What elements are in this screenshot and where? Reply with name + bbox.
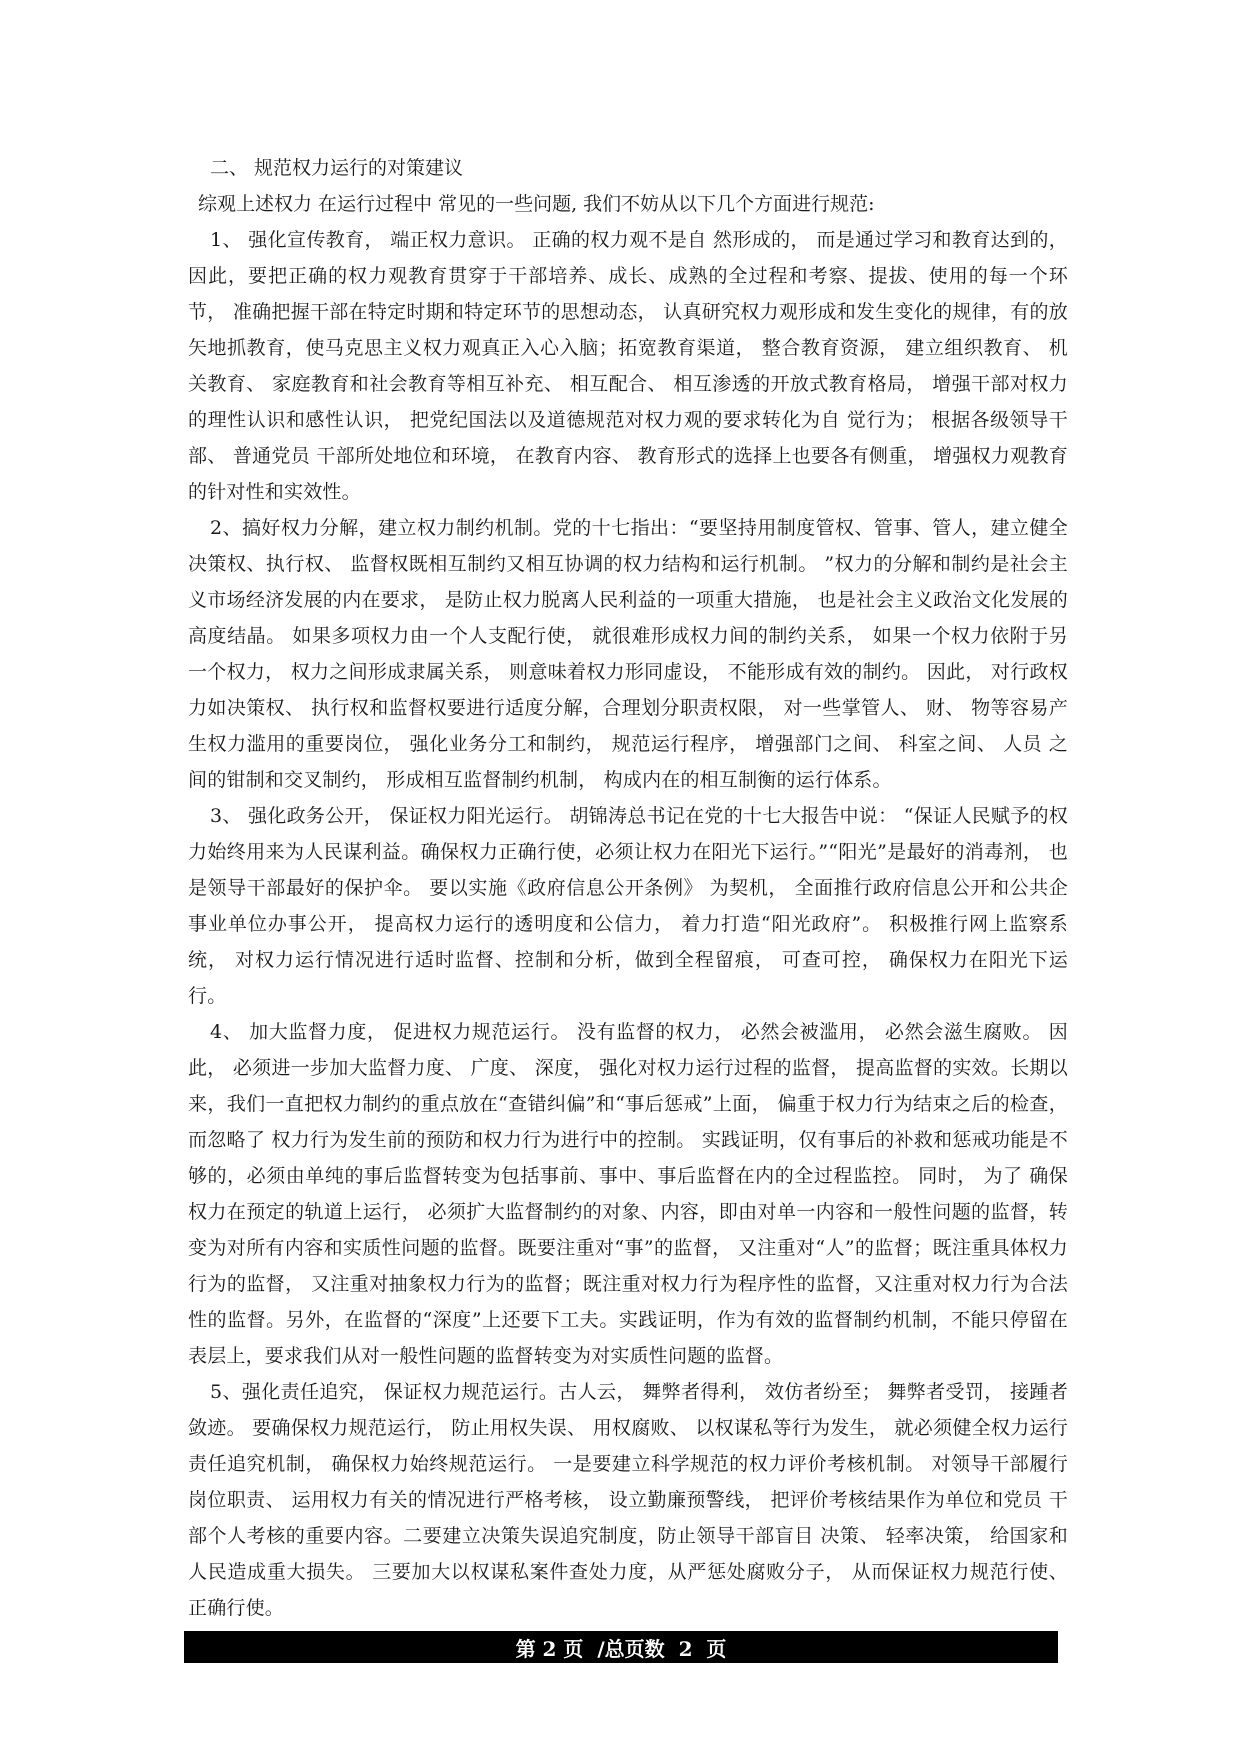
intro-paragraph: 综观上述权力 在运行过程中 常见的一些问题, 我们不妨从以下几个方面进行规范: <box>198 193 875 215</box>
page-number: 第 2 页 /总页数 2 页 <box>515 1636 727 1661</box>
paragraph-1: 1、 强化宣传教育， 端正权力意识。 正确的权力观不是自 然形成的， 而是通过学习和教育达到的，因此，要把正确的权力观教育贯穿于干部培养、成长、成熟的全过程和考察、提拔、使用的每一个环节， 准确把握干部在特定时期和特定环节的思想动态， 认真研究权力观形成和发生变化的规律，有的放矢地抓教育，使马克思主义权力观真正入心入脑；拓宽教育渠道， 整合教育资源， 建立组织教育、 机关教育、 家庭教育和社会教育等相互补充、 相互配合、 相互渗透的开放式教育格局， 增强干部对权力的理性认识和感性认识， 把党纪国法以及道德规范对权力观的要求转化为自 觉行为； 根据各级领导干部、 普通党员 干部所处地位和环境， 在教育内容、 教育形式的选择上也要各有侧重， 增强权力观教育的针对性和实效性。 <box>188 229 1068 503</box>
page-footer <box>184 1631 1058 1663</box>
paragraph-5: 5、强化责任追究， 保证权力规范运行。古人云， 舞弊者得利， 效仿者纷至； 舞弊者受罚， 接踵者敛迹。 要确保权力规范运行， 防止用权失误、 用权腐败、 以权谋私等行为发生， 就必须健全权力运行责任追究机制， 确保权力始终规范运行。 一是要建立科学规范的权力评价考核机制。 对领导干部履行岗位职责、 运用权力有关的情况进行严格考核， 设立勤廉预警线， 把评价考核结果作为单位和党员 干部个人考核的重要内容。二要建立决策失误追究制度，防止领导干部盲目 决策、 轻率决策， 给国家和人民造成重大损失。 三要加大以权谋私案件查处力度，从严惩处腐败分子， 从而保证权力规范行使、 正确行使。 <box>188 1381 1068 1619</box>
paragraph-3: 3、 强化政务公开， 保证权力阳光运行。 胡锦涛总书记在党的十七大报告中说： “保证人民赋予的权力始终用来为人民谋利益。确保权力正确行使，必须让权力在阳光下运行。”“阳光”是最好的消毒剂， 也是领导干部最好的保护伞。 要以实施《政府信息公开条例》 为契机， 全面推行政府信息公开和公共企事业单位办事公开， 提高权力运行的透明度和公信力， 着力打造“阳光政府”。 积极推行网上监察系统， 对权力运行情况进行适时监督、控制和分析，做到全程留痕， 可查可控， 确保权力在阳光下运行。 <box>188 805 1068 1007</box>
document-body <box>188 150 1068 1626</box>
paragraph-2: 2、搞好权力分解，建立权力制约机制。党的十七指出：“要坚持用制度管权、管事、管人，建立健全决策权、执行权、 监督权既相互制约又相互协调的权力结构和运行机制。 ”权力的分解和制约是社会主义市场经济发展的内在要求， 是防止权力脱离人民利益的一项重大措施， 也是社会主义政治文化发展的高度结晶。 如果多项权力由一个人支配行使， 就很难形成权力间的制约关系， 如果一个权力依附于另 一个权力， 权力之间形成隶属关系， 则意味着权力形同虚设， 不能形成有效的制约。 因此， 对行政权力如决策权、 执行权和监督权要进行适度分解，合理划分职责权限， 对一些掌管人、 财、 物等容易产生权力滥用的重要岗位， 强化业务分工和制约， 规范运行程序， 增强部门之间、 科室之间、 人员 之间的钳制和交叉制约， 形成相互监督制约机制， 构成内在的相互制衡的运行体系。 <box>188 517 1068 791</box>
paragraph-4: 4、 加大监督力度， 促进权力规范运行。 没有监督的权力， 必然会被滥用， 必然会滋生腐败。 因此， 必须进一步加大监督力度、 广度、 深度， 强化对权力运行过程的监督， 提高监督的实效。长期以来，我们一直把权力制约的重点放在“查错纠偏”和“事后惩戒”上面， 偏重于权力行为结束之后的检查，而忽略了 权力行为发生前的预防和权力行为进行中的控制。 实践证明，仅有事后的补救和惩戒功能是不够的，必须由单纯的事后监督转变为包括事前、事中、事后监督在内的全过程监控。 同时， 为了 确保权力在预定的轨道上运行， 必须扩大监督制约的对象、内容，即由对单一内容和一般性问题的监督，转变为对所有内容和实质性问题的监督。既要注重对“事”的监督， 又注重对“人”的监督；既注重具体权力行为的监督， 又注重对抽象权力行为的监督；既注重对权力行为程序性的监督，又注重对权力行为合法性的监督。另外，在监督的“深度”上还要下工夫。实践证明，作为有效的监督制约机制，不能只停留在表层上，要求我们从对一般性问题的监督转变为对实质性问题的监督。 <box>188 1021 1068 1367</box>
section-heading: 二、 规范权力运行的对策建议 <box>210 157 464 179</box>
